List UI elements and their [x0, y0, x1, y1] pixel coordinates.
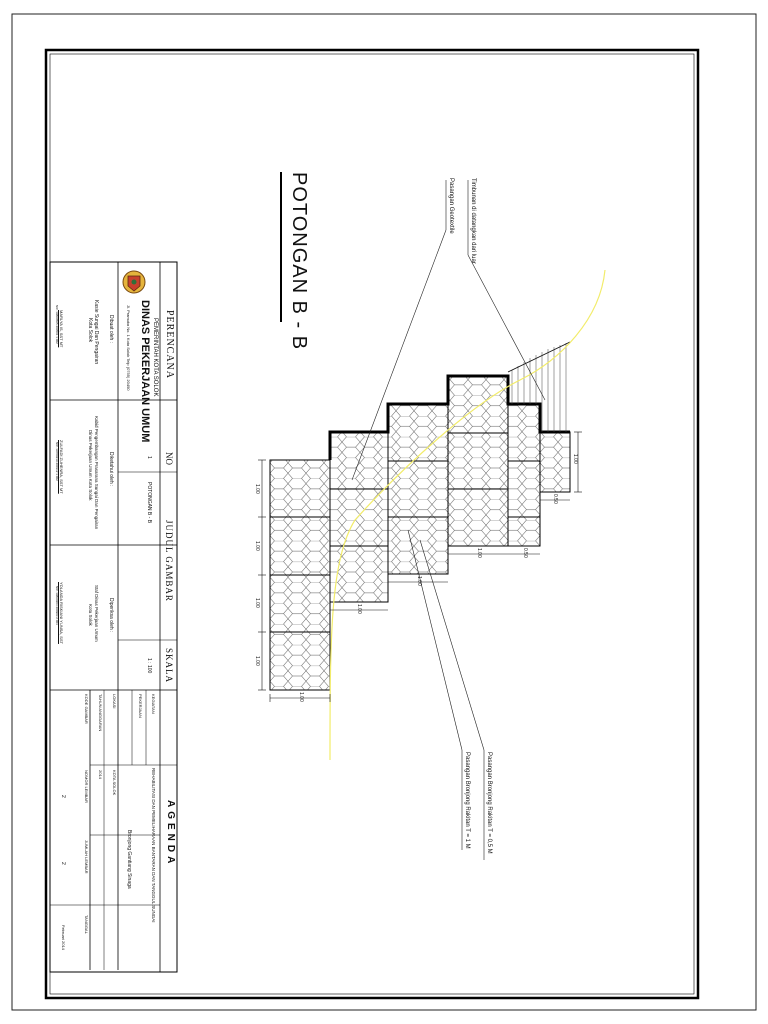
dibuat-name: MARLYA IS, SST MT: [59, 310, 64, 348]
lokasi-label: LOKASI: [112, 694, 117, 709]
dibuat-label: Dibuat oleh :: [108, 315, 114, 344]
lokasi-value: KOTA SOLOK: [112, 770, 117, 796]
diketahui-nip: NIP. 19780219 200312 1 002: [55, 442, 59, 481]
pekerjaan-value: Bronjong Gantiang Sinaga: [126, 830, 132, 889]
diketahui-label: Diketahui oleh :: [108, 452, 114, 487]
kode-value: 2: [60, 795, 66, 798]
judul-header: JUDUL GAMBAR: [164, 520, 174, 602]
dim-label: 1.00: [254, 656, 260, 666]
agenda-title: AGENDA: [165, 800, 176, 868]
perencana-heading: PERENCANA: [164, 310, 175, 380]
diperiksa-name: YOLANDA RISKIANI YUNSA, SST: [59, 582, 64, 644]
row-no: 1: [146, 456, 152, 459]
row-judul: POTONGAN B - B: [146, 482, 152, 524]
tanggal-value: Februari 2014: [61, 925, 66, 950]
gabion-lower-row: [270, 460, 330, 690]
dibuat-title2: Kota Solok: [87, 318, 93, 343]
row-skala: 1 : 100: [146, 658, 152, 674]
no-header: NO: [164, 452, 174, 465]
kegiatan-label: KEGIATAN: [151, 694, 156, 714]
nomor-lembar-label: NOMOR LEMBAR: [84, 770, 89, 803]
dim-label: 1.00: [254, 598, 260, 608]
dim-label: 0.50: [552, 494, 558, 504]
jumlah-lembar-label: JUMLAH LEMBAR: [84, 840, 89, 874]
callout-fill: Timbunan di datangkan dari luar: [470, 178, 476, 264]
diperiksa-label: Diperiksa oleh :: [108, 598, 114, 633]
tahun-value: 2014: [98, 770, 103, 779]
gabion-second-row: [330, 432, 388, 602]
tanggal-label: TANGGAL: [84, 915, 89, 934]
diperiksa-nip: NIP. 19860203 200903 2 003: [55, 586, 59, 625]
dibuat-title: Kasie Sungai Dan Pengairan: [93, 300, 99, 365]
cross-section-drawing: [258, 180, 605, 860]
dibuat-nip: NIP. 19800505 200501 1 002: [55, 305, 59, 344]
callout-geotextile: Pasangan Geotextile: [448, 178, 454, 234]
diketahui-title2: Dinas Pekerjaan Umum Kota Solok: [88, 430, 93, 501]
title-underline: [280, 172, 282, 322]
pekerjaan-label: PEKERJAAN: [138, 694, 143, 718]
kode-label: KODE GAMBAR: [84, 694, 89, 724]
drawing-title: POTONGAN B - B: [288, 172, 310, 351]
callout-gabion-1: Pasangan Bronjong Rakitan T = 1 M: [464, 752, 470, 849]
city-logo: [123, 271, 145, 293]
fill-slope-line: [508, 342, 570, 372]
callout-gabion-05: Pasangan Bronjong Rakitan T = 0,5 M: [486, 752, 492, 854]
tahun-label: TAHUN ANGGARAN: [98, 694, 103, 732]
agency-line1: PEMERINTAH KOTA SOLOK: [152, 318, 158, 397]
dim-label: 1.00: [298, 692, 304, 702]
gabion-fifth-row: [508, 404, 540, 546]
gabion-third-row: [388, 404, 448, 574]
gabion-top-row: [540, 432, 570, 492]
dim-label: 1.00: [572, 454, 578, 464]
gabion-fourth-row: [448, 376, 508, 546]
diketahui-title: Kabid Pengembangan Prasarana Sungai Dan Pengairan: [94, 416, 99, 530]
diketahui-name: ZULFADI ZUHENRA, SST MT: [59, 440, 64, 494]
dim-label: 1.00: [416, 576, 422, 586]
dim-label: 0.50: [522, 548, 528, 558]
diperiksa-title: Staf Dinas Pekerjaan Umum: [94, 585, 99, 642]
dim-label: 1.00: [254, 484, 260, 494]
leader-gabion-05: [420, 540, 484, 750]
kegiatan-value: REHABILITASI DAN PEMELIHARAAN BANTARAN DAN TANGGUL SUNGAI: [151, 768, 156, 923]
dim-label: 1.00: [356, 604, 362, 614]
nomor-lembar-value: 2: [60, 862, 66, 865]
dim-label: 1.00: [254, 541, 260, 551]
diperiksa-title2: Kota Solok: [88, 604, 93, 626]
agency-name: DINAS PEKERJAAN UMUM: [139, 300, 151, 443]
agency-address: Jl. Pramuka No. 1 Kota Solok Telp (0755) 20490: [126, 305, 131, 391]
dim-label: 1.00: [476, 548, 482, 558]
skala-header: SKALA: [164, 648, 174, 684]
